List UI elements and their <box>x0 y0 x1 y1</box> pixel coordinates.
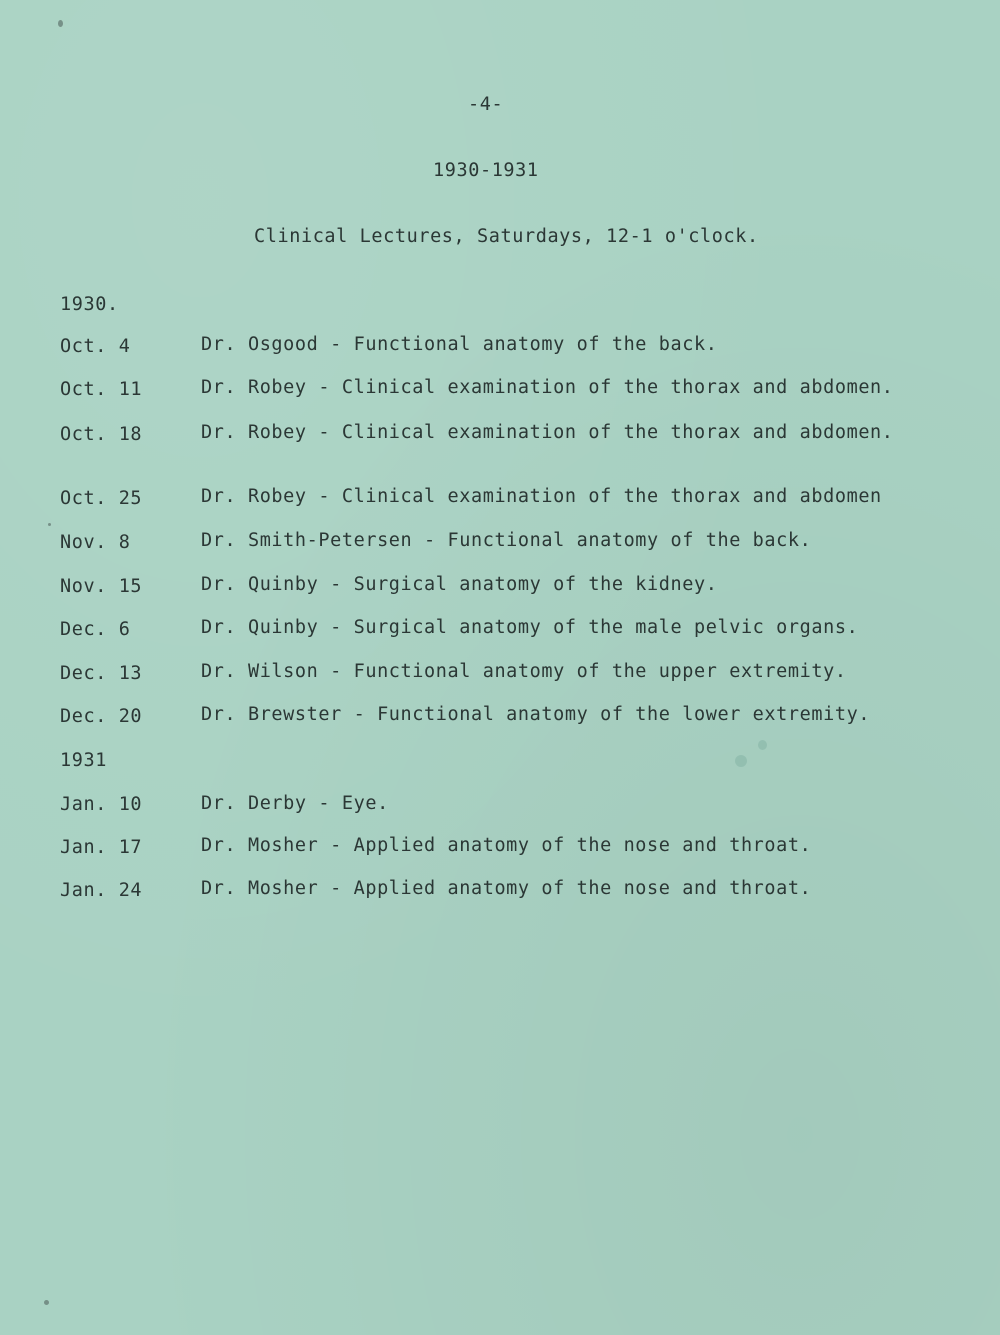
lecture-description: Dr. Mosher - Applied anatomy of the nose and throat. <box>201 835 812 856</box>
paper-smudge <box>758 740 767 750</box>
lecture-date: Oct. 25 <box>60 488 143 509</box>
year-label-1931: 1931 <box>60 750 107 771</box>
lecture-date: Oct. 4 <box>60 336 131 357</box>
lecture-date: Nov. 15 <box>60 576 143 597</box>
lecture-date: Jan. 24 <box>60 880 143 901</box>
lecture-date: Oct. 11 <box>60 379 143 400</box>
lecture-description: Dr. Brewster - Functional anatomy of the lower extremity. <box>201 704 871 725</box>
lecture-date: Dec. 13 <box>60 663 143 684</box>
ink-speck <box>48 523 51 526</box>
year-range-heading: 1930-1931 <box>433 160 539 181</box>
lecture-description: Dr. Robey - Clinical examination of the thorax and abdomen. <box>201 422 894 443</box>
lecture-date: Nov. 8 <box>60 532 131 553</box>
lecture-date: Jan. 10 <box>60 794 143 815</box>
lecture-description: Dr. Wilson - Functional anatomy of the upper extremity. <box>201 661 847 682</box>
lecture-description: Dr. Derby - Eye. <box>201 793 389 814</box>
lecture-date: Jan. 17 <box>60 837 143 858</box>
lecture-date: Dec. 6 <box>60 619 131 640</box>
lecture-description: Dr. Quinby - Surgical anatomy of the kidney. <box>201 574 718 595</box>
lecture-description: Dr. Mosher - Applied anatomy of the nose and throat. <box>201 878 812 899</box>
lecture-description: Dr. Quinby - Surgical anatomy of the male pelvic organs. <box>201 617 859 638</box>
ink-speck <box>44 1300 49 1305</box>
lecture-description: Dr. Robey - Clinical examination of the thorax and abdomen <box>201 486 882 507</box>
year-label-1930: 1930. <box>60 294 119 315</box>
lecture-description: Dr. Robey - Clinical examination of the thorax and abdomen. <box>201 377 894 398</box>
ink-speck <box>58 20 63 27</box>
lecture-date: Oct. 18 <box>60 424 143 445</box>
paper-smudge <box>735 755 747 767</box>
lecture-series-subtitle: Clinical Lectures, Saturdays, 12-1 o'clock. <box>254 226 759 247</box>
page-number: -4- <box>468 94 504 115</box>
lecture-date: Dec. 20 <box>60 706 143 727</box>
lecture-description: Dr. Smith-Petersen - Functional anatomy of the back. <box>201 530 812 551</box>
lecture-description: Dr. Osgood - Functional anatomy of the back. <box>201 334 718 355</box>
